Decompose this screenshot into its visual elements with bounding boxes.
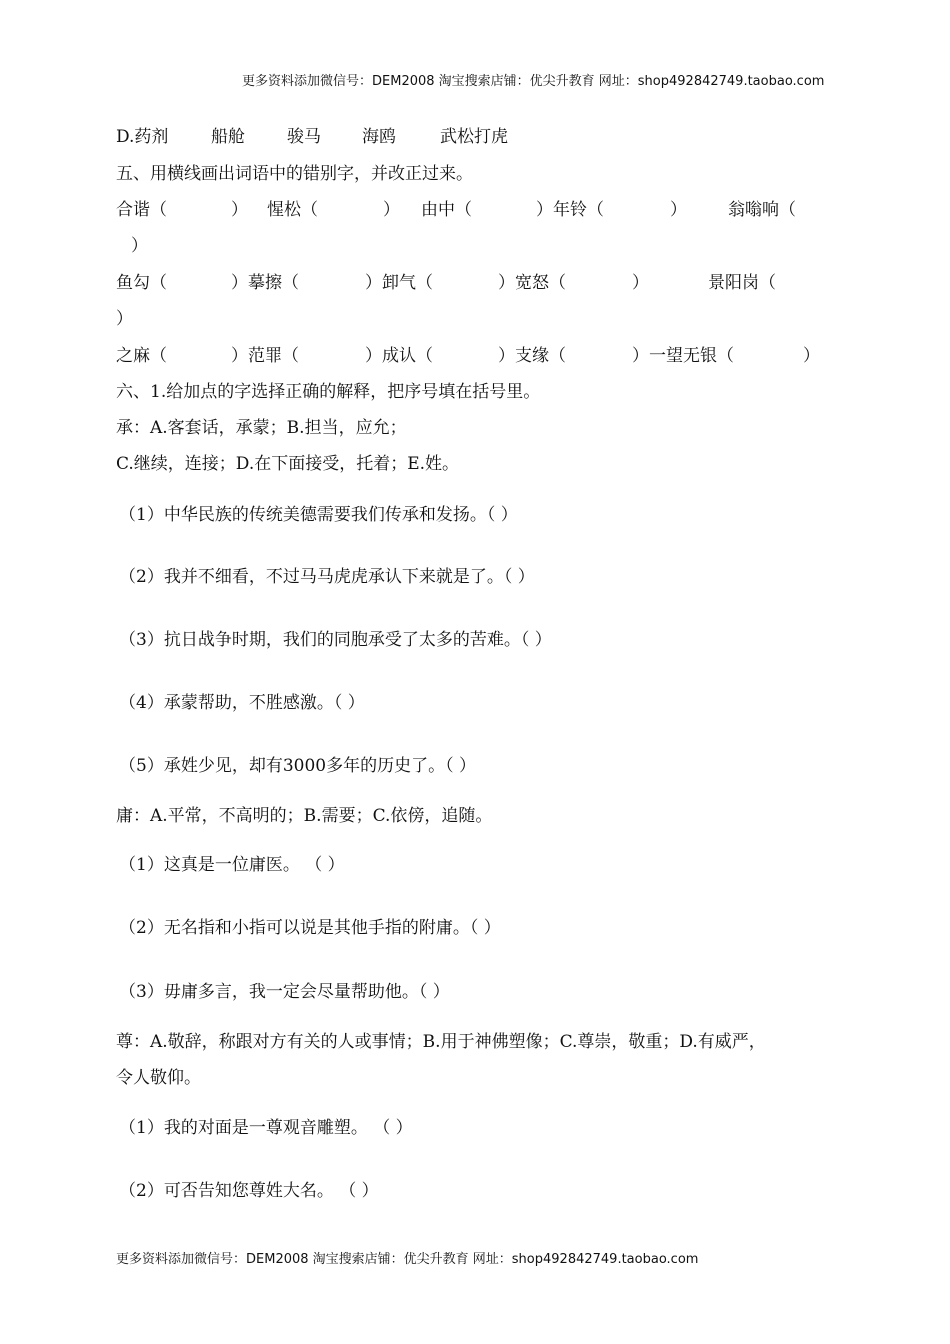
zun-definition-2: 令人敬仰。 — [116, 1068, 201, 1088]
word-cell: 鱼勾（ — [116, 273, 167, 293]
question-item: （1）这真是一位庸医。 （ ） — [119, 855, 345, 875]
word-cell: ）摹擦（ — [231, 273, 299, 293]
word-cell: ） — [670, 200, 687, 220]
cheng-definition-2: C.继续，连接；D.在下面接受，托着；E.姓。 — [116, 454, 460, 474]
word-cell: ） — [231, 200, 248, 220]
question-item: （5）承姓少见，却有3000多年的历史了。（ ） — [119, 756, 476, 776]
question-item: （2）我并不细看，不过马马虎虎承认下来就是了。（ ） — [119, 567, 535, 587]
option-word: 骏马 — [287, 127, 321, 147]
word-cell: 景阳岗（ — [708, 273, 776, 293]
question-item: （1）我的对面是一尊观音雕塑。 （ ） — [119, 1118, 413, 1138]
question-item: （1）中华民族的传统美德需要我们传承和发扬。（ ） — [119, 505, 518, 525]
word-cell: ） — [131, 236, 148, 256]
page-header: 更多资料添加微信号：DEM2008 淘宝搜索店铺：优尖升教育 网址：shop492842749.taobao.com — [242, 74, 825, 89]
cheng-definition-1: 承：A.客套话，承蒙；B.担当，应允； — [116, 418, 407, 438]
word-cell: 之麻（ — [116, 346, 167, 366]
word-cell: ）成认（ — [365, 346, 433, 366]
yong-definition: 庸：A.平常，不高明的；B.需要；C.依傍，追随。 — [116, 806, 493, 826]
question-item: （4）承蒙帮助，不胜感激。（ ） — [119, 693, 365, 713]
word-cell: ）范罪（ — [231, 346, 299, 366]
question-item: （2）可否告知您尊姓大名。 （ ） — [119, 1181, 379, 1201]
word-cell: ） — [116, 309, 133, 329]
word-cell: 翁嗡响（ — [728, 200, 796, 220]
question-item: （3）毋庸多言，我一定会尽量帮助他。（ ） — [119, 982, 450, 1002]
word-cell: ）年铃（ — [536, 200, 604, 220]
word-cell: ）宽怒（ — [498, 273, 566, 293]
word-cell: 惺松（ — [267, 200, 318, 220]
section6-title: 六、1.给加点的字选择正确的解释，把序号填在括号里。 — [116, 382, 541, 402]
word-cell: 由中（ — [421, 200, 472, 220]
option-d-label: D.药剂 — [116, 127, 169, 147]
word-cell: ）一望无银（ — [632, 346, 734, 366]
word-cell: ） — [803, 346, 820, 366]
section5-title: 五、用横线画出词语中的错别字，并改正过来。 — [116, 164, 473, 184]
page-footer: 更多资料添加微信号：DEM2008 淘宝搜索店铺：优尖升教育 网址：shop492842749.taobao.com — [116, 1252, 699, 1267]
word-cell: ） — [632, 273, 649, 293]
word-cell: ） — [383, 200, 400, 220]
question-item: （3）抗日战争时期，我们的同胞承受了太多的苦难。（ ） — [119, 630, 552, 650]
question-item: （2）无名指和小指可以说是其他手指的附庸。（ ） — [119, 918, 501, 938]
option-word: 海鸥 — [362, 127, 396, 147]
option-word: 武松打虎 — [440, 127, 508, 147]
zun-definition-1: 尊：A.敬辞，称跟对方有关的人或事情；B.用于神佛塑像；C.尊崇，敬重；D.有威严， — [116, 1032, 766, 1052]
word-cell: ）支缘（ — [498, 346, 566, 366]
word-cell: ）卸气（ — [365, 273, 433, 293]
word-cell: 合谐（ — [116, 200, 167, 220]
option-word: 船舱 — [211, 127, 245, 147]
